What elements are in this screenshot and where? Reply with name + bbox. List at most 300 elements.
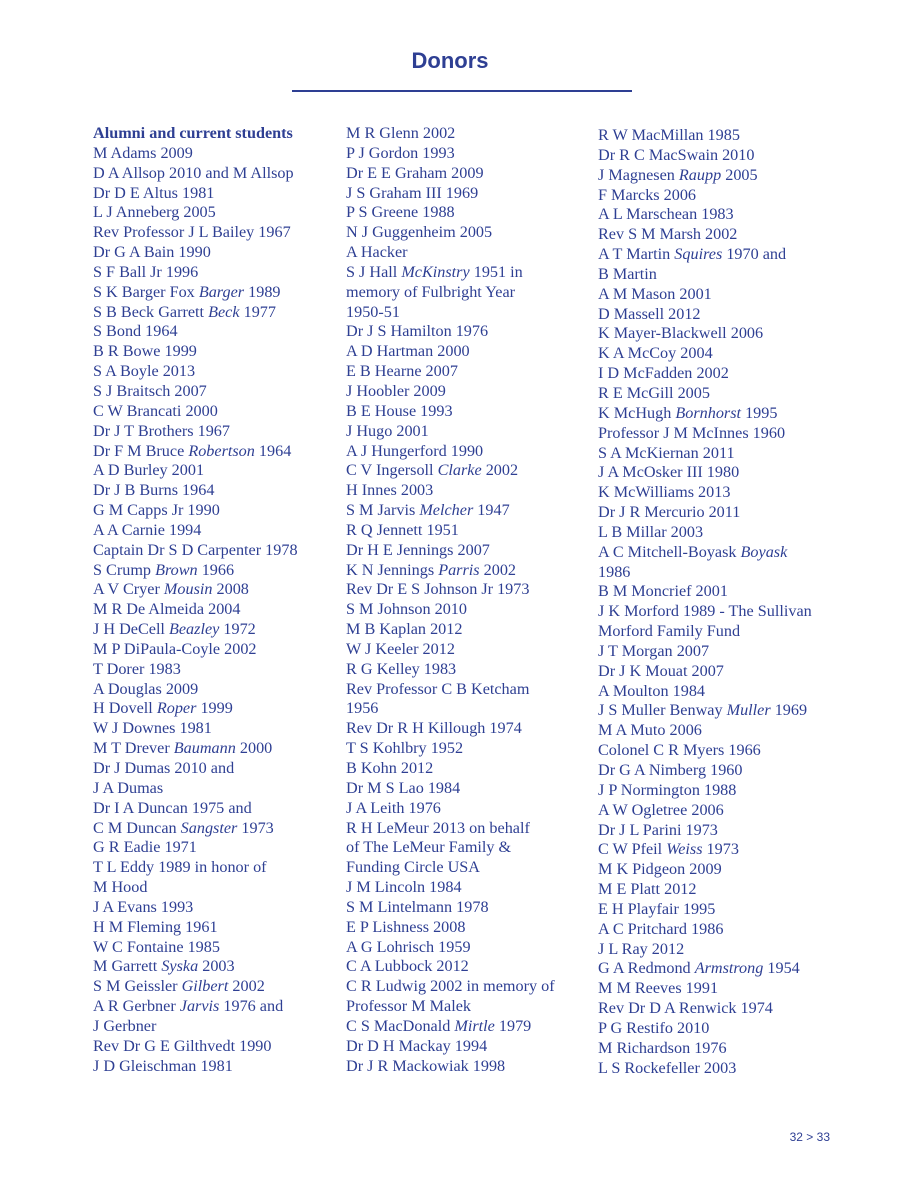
title-rule [292,90,632,92]
donor-entry [346,878,591,898]
donor-name: A M Mason 2001 [598,284,712,303]
donor-name: Dr R C MacSwain 2010 [598,145,755,164]
maiden-name: Raupp [678,165,722,184]
donor-name: J S Muller Benway [598,701,727,720]
donor-year: 1964 [254,441,292,460]
donor-entry [598,126,843,146]
donor-name: M R De Almeida 2004 [93,600,241,619]
donor-entry [93,184,338,204]
donor-name: K McWilliams 2013 [598,483,731,502]
donor-entry [598,602,843,642]
donor-entry-continuation: J Gerbner [93,1016,157,1035]
donor-entry [93,739,338,759]
donor-column-2 [346,124,591,1077]
donor-entry [346,263,591,323]
donor-name: K Mayer-Blackwell 2006 [598,324,764,343]
donor-name: S Bond 1964 [93,322,178,341]
donor-name: Dr G A Bain 1990 [93,243,211,262]
donor-year: 1973 [237,818,274,837]
donor-name: J P Normington 1988 [598,780,737,799]
donor-name: J A Evans 1993 [93,897,194,916]
donor-name: K N Jennings [346,560,439,579]
donor-name: M P DiPaula-Coyle 2002 [93,639,257,658]
donor-name: A V Cryer [93,580,164,599]
donor-entry [346,521,591,541]
maiden-name: Mirtle [454,1016,495,1035]
donor-entry [598,1019,843,1039]
donor-name: Rev Professor J L Bailey 1967 [93,223,291,242]
maiden-name: Parris [438,560,480,579]
donor-year: 2008 [212,580,249,599]
donor-entry [93,283,338,303]
donor-entry [598,701,843,721]
donor-entry [598,920,843,940]
donor-name: J L Ray 2012 [598,939,685,958]
donor-entry [598,682,843,702]
donor-name: A D Burley 2001 [93,461,205,480]
donor-name: N J Guggenheim 2005 [346,223,493,242]
donor-entry [93,997,338,1037]
maiden-name: Weiss [666,840,703,859]
donor-entry [346,680,591,720]
donor-name: L B Millar 2003 [598,522,704,541]
donor-entry [598,205,843,225]
donor-name: J Magnesen [598,165,679,184]
donor-name: R Q Jennett 1951 [346,520,459,539]
donor-name: L S Rockefeller 2003 [598,1058,737,1077]
donor-name: J K Morford 1989 - The Sullivan [598,602,812,621]
donor-entry [346,481,591,501]
donor-entry [93,322,338,342]
donor-entry [93,918,338,938]
donor-name: W C Fontaine 1985 [93,937,220,956]
donor-entry [93,938,338,958]
donor-entry [93,799,338,839]
donor-name: Rev Dr D A Renwick 1974 [598,999,773,1018]
donor-entry [93,382,338,402]
donor-entry [346,957,591,977]
donor-name: C R Ludwig 2002 in memory of [346,977,555,996]
donor-entry [346,223,591,243]
donor-name: A D Hartman 2000 [346,342,470,361]
donor-name: F Marcks 2006 [598,185,697,204]
donor-name: P S Greene 1988 [346,203,455,222]
donor-name: S F Ball Jr 1996 [93,262,199,281]
donor-name: J Hugo 2001 [346,421,429,440]
donor-name: B E House 1993 [346,401,453,420]
donor-name: J A Leith 1976 [346,798,441,817]
donor-year: 1951 in [469,262,523,281]
donor-name: M Richardson 1976 [598,1038,727,1057]
donor-name: T Dorer 1983 [93,659,181,678]
donor-entry [346,779,591,799]
donor-name: J Hoobler 2009 [346,381,446,400]
donor-name: G M Capps Jr 1990 [93,501,220,520]
donor-entry [93,977,338,997]
donor-name: Dr E E Graham 2009 [346,163,484,182]
donor-entry [598,503,843,523]
donor-name: D Massell 2012 [598,304,701,323]
donor-year: 1970 and [722,245,787,264]
donor-name: Dr D H Mackay 1994 [346,1036,488,1055]
donor-name: S Crump [93,560,156,579]
donor-entry [346,342,591,362]
donor-name: C W Brancati 2000 [93,401,218,420]
donor-name: Dr D E Altus 1981 [93,183,215,202]
donor-name: A Hacker [346,243,408,262]
donor-entry [598,662,843,682]
donor-name: R H LeMeur 2013 on behalf [346,818,530,837]
maiden-name: Muller [726,701,771,720]
donor-entry [598,483,843,503]
donor-name: C A Lubbock 2012 [346,957,469,976]
donor-name: A L Marschean 1983 [598,205,734,224]
donor-name: Dr J S Hamilton 1976 [346,322,489,341]
donor-entry [346,620,591,640]
donor-entry [346,759,591,779]
donor-year: 1979 [494,1016,532,1035]
donor-name: B R Bowe 1999 [93,342,197,361]
maiden-name: Sangster [180,818,238,837]
donor-entry [346,144,591,164]
donor-entry-continuation: 1950-51 [346,302,400,321]
donor-entry [93,898,338,918]
donor-entry [93,1057,338,1077]
donor-name: M E Platt 2012 [598,880,697,899]
donor-entry [346,719,591,739]
donor-name: G R Eadie 1971 [93,838,197,857]
donor-entry [598,305,843,325]
donor-year: 2003 [198,957,235,976]
donor-name: R E McGill 2005 [598,383,710,402]
donor-name: A W Ogletree 2006 [598,800,724,819]
donor-entry [93,858,338,898]
donor-entry [598,543,843,583]
donor-name: H Innes 2003 [346,481,434,500]
donor-entry [598,801,843,821]
donor-entry [346,1017,591,1037]
donor-entry [93,203,338,223]
donor-entry-continuation: 1986 [598,562,631,581]
donor-name: A A Carnie 1994 [93,520,202,539]
donor-entry [93,303,338,323]
donor-entry-continuation: 1956 [346,699,379,718]
donor-name: Dr G A Nimberg 1960 [598,761,743,779]
donor-year: 1995 [741,403,778,422]
donor-entry [598,741,843,761]
donor-name: Rev Professor C B Ketcham [346,679,530,698]
donor-name: A T Martin [598,245,675,264]
donor-entry [598,642,843,662]
donor-name: H Dovell [93,699,157,718]
maiden-name: Beazley [168,620,220,639]
donor-name: M B Kaplan 2012 [346,620,463,639]
donor-name: Dr J T Brothers 1967 [93,421,230,440]
donor-entry [346,799,591,819]
maiden-name: McKinstry [401,262,470,281]
donor-name: Dr J R Mackowiak 1998 [346,1056,506,1075]
donor-year: 2002 [479,560,516,579]
donor-entry [346,1037,591,1057]
donor-name: B Kohn 2012 [346,759,434,777]
donor-entry [598,384,843,404]
maiden-name: Clarke [437,461,482,480]
donor-name: S K Barger Fox [93,282,199,301]
maiden-name: Bornhorst [675,403,742,422]
donor-entry [346,739,591,759]
donor-entry-continuation: J A Dumas [93,778,164,797]
donor-entry [598,781,843,801]
donor-name: A R Gerbner [93,997,180,1016]
donor-year: 1973 [702,840,739,859]
donor-entry [598,324,843,344]
donor-name: Dr J R Mercurio 2011 [598,503,741,522]
donor-entry [93,422,338,442]
donor-year: 1977 [239,302,276,321]
donor-entry-continuation: B Martin [598,264,657,283]
donor-entry [598,1039,843,1059]
donor-entry [346,819,591,879]
donor-name: A J Hungerford 1990 [346,441,484,460]
donor-name: M R Glenn 2002 [346,124,456,142]
donor-entry [598,285,843,305]
donor-entry [93,1037,338,1057]
donor-name: Captain Dr S D Carpenter 1978 [93,540,298,559]
donor-entry [93,759,338,799]
donor-entry [346,938,591,958]
donor-entry [93,402,338,422]
donor-year: 1972 [219,620,256,639]
donor-entry [346,600,591,620]
donor-year: 2000 [235,739,273,758]
donor-entry [346,898,591,918]
donor-name: B M Moncrief 2001 [598,582,728,601]
donor-name: J D Gleischman 1981 [93,1056,233,1075]
donor-name: M Garrett [93,957,162,976]
donor-entry [346,362,591,382]
donor-entry-continuation: memory of Fulbright Year [346,282,516,301]
donor-entry [93,223,338,243]
maiden-name: Syska [161,957,199,976]
donor-entry [598,761,843,781]
donor-entry [93,699,338,719]
donor-entry [346,124,591,144]
donor-year: 2002 [481,461,519,480]
donor-entry [598,979,843,999]
donor-name: Colonel C R Myers 1966 [598,741,761,760]
donor-name: S M Jarvis [346,501,420,520]
donor-name: S J Braitsch 2007 [93,381,207,400]
donor-name: Dr I A Duncan 1975 and [93,798,252,817]
donor-entry [93,144,338,164]
donor-entry [598,463,843,483]
donor-name: Rev Dr E S Johnson Jr 1973 [346,580,530,599]
donor-entry [598,582,843,602]
donor-entry [93,263,338,283]
donor-entry [598,1059,843,1079]
page-title: Donors [411,48,489,73]
donor-entry [346,461,591,481]
maiden-name: Roper [156,699,197,718]
donor-name: R G Kelley 1983 [346,659,457,678]
donor-entry [598,523,843,543]
donor-name: K A McCoy 2004 [598,344,713,363]
donor-name: Professor J M McInnes 1960 [598,423,786,442]
donor-name: S B Beck Garrett [93,302,209,321]
maiden-name: Barger [198,282,245,301]
donor-name: Dr M S Lao 1984 [346,778,461,797]
maiden-name: Squires [674,245,723,264]
donor-entry-continuation: of The LeMeur Family & [346,838,512,857]
donor-name: A Douglas 2009 [93,679,199,698]
donor-entry [93,719,338,739]
donor-name: J T Morgan 2007 [598,641,710,660]
donor-column-1 [93,124,338,1077]
donor-entry [346,541,591,561]
donor-year: 1999 [196,699,233,718]
maiden-name: Beck [208,302,240,321]
donor-name: T S Kohlbry 1952 [346,739,464,758]
donor-entry [346,918,591,938]
donor-entry [346,322,591,342]
donor-name: M Adams 2009 [93,143,193,162]
donor-entry [346,1057,591,1077]
donor-entry [598,245,843,285]
maiden-name: Robertson [188,441,255,460]
donor-name: L J Anneberg 2005 [93,203,216,222]
donor-entry [598,821,843,841]
donor-name: W J Keeler 2012 [346,639,455,658]
maiden-name: Gilbert [181,977,229,996]
donor-name: D A Allsop 2010 and M Allsop [93,163,294,182]
donor-name: C S MacDonald [346,1016,455,1035]
donor-entry-continuation: Professor M Malek [346,997,471,1016]
donor-entry [346,203,591,223]
donor-name: P G Restifo 2010 [598,1018,710,1037]
donor-entry [346,382,591,402]
donor-name: Dr J K Mouat 2007 [598,661,724,680]
donor-name: Dr J B Burns 1964 [93,481,215,500]
donor-entry [346,402,591,422]
donor-entry [93,164,338,184]
donor-entry [346,184,591,204]
donor-year: 1976 and [219,997,284,1016]
donor-name: K McHugh [598,403,676,422]
donor-year: 1947 [473,501,510,520]
donor-entry [598,166,843,186]
donor-name: Rev Dr R H Killough 1974 [346,719,522,738]
donor-entry-continuation: Funding Circle USA [346,858,480,877]
donor-year: 2005 [721,165,758,184]
donor-entry [93,541,338,561]
maiden-name: Boyask [740,542,788,561]
donor-name: S M Lintelmann 1978 [346,897,489,916]
donor-entry [598,860,843,880]
donor-name: P J Gordon 1993 [346,143,455,162]
donor-name: Dr H E Jennings 2007 [346,540,490,559]
donor-entry [93,600,338,620]
donor-name: J A McOsker III 1980 [598,463,740,482]
donor-entry [598,146,843,166]
donor-name: R W MacMillan 1985 [598,126,740,144]
donor-entry [346,660,591,680]
donor-entry [346,580,591,600]
donor-entry [93,838,338,858]
donor-entry [93,561,338,581]
donor-name: E P Lishness 2008 [346,917,466,936]
donor-entry [93,481,338,501]
donor-name: J M Lincoln 1984 [346,878,462,897]
donor-entry [598,225,843,245]
donor-year: 2002 [228,977,265,996]
donor-entry [93,640,338,660]
donor-name: M K Pidgeon 2009 [598,860,722,879]
donor-name: Dr F M Bruce [93,441,189,460]
donor-year: 1969 [770,701,808,720]
donor-entry [93,342,338,362]
donor-name: M A Muto 2006 [598,721,702,740]
donor-entry [93,521,338,541]
donor-column-3 [598,126,843,1079]
donor-entry [93,442,338,462]
donor-entry [598,186,843,206]
donor-entry [93,362,338,382]
donor-entry-continuation: M Hood [93,878,148,897]
donor-name: C M Duncan [93,818,181,837]
donor-name: T L Eddy 1989 in honor of [93,858,267,877]
donor-name: A Moulton 1984 [598,681,706,700]
maiden-name: Melcher [419,501,474,520]
donor-name: J H DeCell [93,620,169,639]
donor-name: C W Pfeil [598,840,667,859]
donor-entry [93,501,338,521]
donor-entry [598,900,843,920]
donor-name: Dr J L Parini 1973 [598,820,718,839]
donor-name: M T Drever [93,739,174,758]
donor-entry [93,680,338,700]
donor-entry [598,959,843,979]
maiden-name: Baumann [173,739,236,758]
donor-name: H M Fleming 1961 [93,917,218,936]
section-heading: Alumni and current students [93,124,293,142]
donor-name: I D McFadden 2002 [598,364,729,383]
maiden-name: Jarvis [179,997,220,1016]
donor-entry [346,442,591,462]
donor-name: S M Geissler [93,977,182,996]
donor-entry [598,424,843,444]
donor-entry [598,344,843,364]
donor-name: S A Boyle 2013 [93,362,196,381]
donor-name: A C Pritchard 1986 [598,919,724,938]
donor-name: C V Ingersoll [346,461,438,480]
donor-entry [598,940,843,960]
donor-name: W J Downes 1981 [93,719,212,738]
donor-name: Rev S M Marsh 2002 [598,225,738,244]
donor-name: Rev Dr G E Gilthvedt 1990 [93,1036,272,1055]
donor-name: S A McKiernan 2011 [598,443,735,462]
donor-entry [93,461,338,481]
maiden-name: Brown [155,560,198,579]
donor-entry [598,404,843,424]
donor-entry-continuation: Morford Family Fund [598,622,741,641]
donor-name: S J Hall [346,262,402,281]
page-number: 32 > 33 [789,1130,830,1144]
donor-name: M M Reeves 1991 [598,979,719,998]
maiden-name: Armstrong [694,959,764,978]
donor-entry [93,660,338,680]
maiden-name: Mousin [163,580,213,599]
donor-entry [598,721,843,741]
